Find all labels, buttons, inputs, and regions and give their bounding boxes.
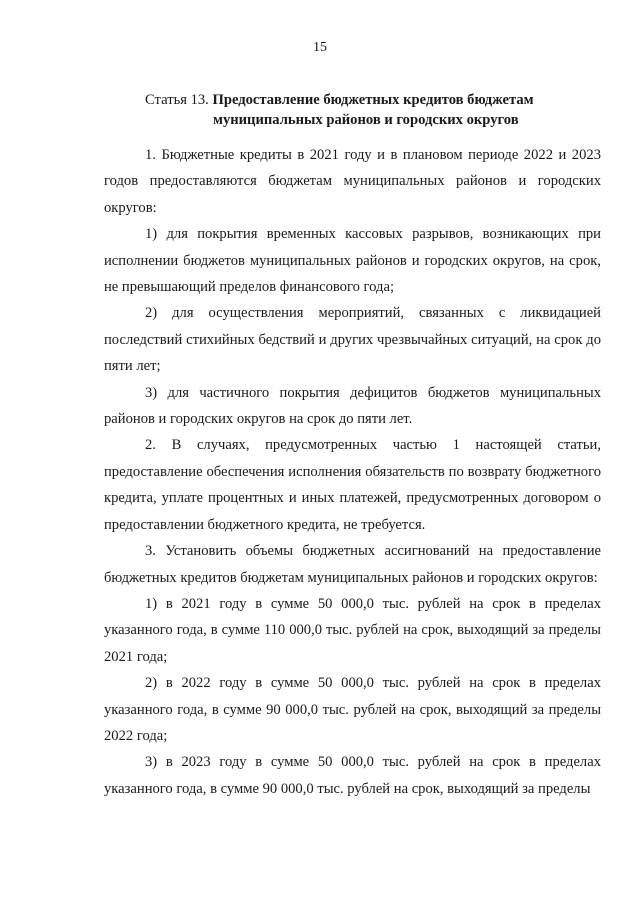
paragraph-3-item-1: 1) в 2021 году в сумме 50 000,0 тыс. рублей на срок в пределах указанного года, в сумме 110 000,0 тыс. рублей на срок, выходящий за пределы 2021 года; <box>104 595 601 665</box>
page-number: 15 <box>313 40 327 55</box>
paragraph-2: 2. В случаях, предусмотренных частью 1 настоящей статьи, предоставление обеспечения исполнения обязательств по возврату бюджетного кредита, уплате процентных и иных платежей, предусмотренных договором о предоставлении бюджетного кредита, не требуется. <box>104 437 601 533</box>
paragraph-3: 3. Установить объемы бюджетных ассигнований на предоставление бюджетных кредитов бюджетам муниципальных районов и городских округов: <box>104 543 601 586</box>
article-title-continuation: муниципальных районов и городских округов <box>213 112 519 128</box>
article-title: Предоставление бюджетных кредитов бюджетам <box>212 92 534 108</box>
paragraph-3-item-3: 3) в 2023 году в сумме 50 000,0 тыс. рублей на срок в пределах указанного года, в сумме 90 000,0 тыс. рублей на срок, выходящий за пределы <box>104 754 601 797</box>
paragraph-1-item-1: 1) для покрытия временных кассовых разрывов, возникающих при исполнении бюджетов муниципальных районов и городских округов, на срок, не превышающий пределов финансового года; <box>104 226 601 296</box>
paragraph-3-item-2: 2) в 2022 году в сумме 50 000,0 тыс. рублей на срок в пределах указанного года, в сумме 90 000,0 тыс. рублей на срок, выходящий за пределы 2022 года; <box>104 675 601 744</box>
article-label: Статья 13. <box>145 92 209 108</box>
article-header <box>145 90 595 130</box>
paragraph-1: 1. Бюджетные кредиты в 2021 году и в плановом периоде 2022 и 2023 годов предоставляются бюджетам муниципальных районов и городских округов: <box>104 147 601 216</box>
paragraph-1-item-3: 3) для частичного покрытия дефицитов бюджетов муниципальных районов и городских округов на срок до пяти лет. <box>104 384 601 428</box>
paragraph-1-item-2: 2) для осуществления мероприятий, связанных с ликвидацией последствий стихийных бедствий и других чрезвычайных ситуаций, на срок до пяти лет; <box>104 305 601 375</box>
article-body <box>104 142 601 802</box>
